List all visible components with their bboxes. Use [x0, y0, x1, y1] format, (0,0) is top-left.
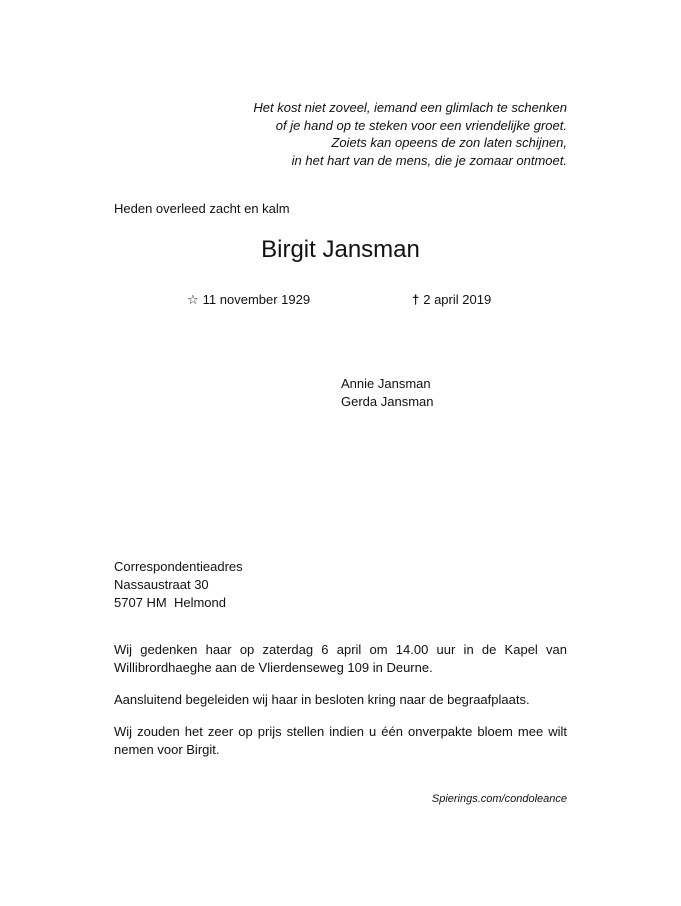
birth-date-text: 11 november 1929 [202, 292, 311, 307]
poem-line: Het kost niet zoveel, iemand een glimlach te schenken [253, 100, 567, 115]
address-city: 5707 HM Helmond [114, 595, 226, 610]
death-date [412, 292, 491, 307]
flower-paragraph: Wij zouden het zeer op prijs stellen indien u één onverpakte bloem mee wilt nemen voor Birgit. [114, 724, 567, 757]
family-list [341, 375, 434, 411]
death-date-text: 2 april 2019 [423, 292, 492, 307]
poem-line: of je hand op te steken voor een vriendelijke groet. [275, 117, 567, 133]
family-member: Annie Jansman [341, 376, 431, 391]
burial-paragraph: Aansluitend begeleiden wij haar in besloten kring naar de begraafplaats. [114, 692, 530, 707]
intro-text: Heden overleed zacht en kalm [114, 201, 290, 216]
poem-line: Zoiets kan opeens de zon laten schijnen, [331, 135, 567, 150]
poem-line: in het hart van de mens, die je zomaar ontmoet. [291, 152, 567, 168]
ceremony-paragraph: Wij gedenken haar op zaterdag 6 april om 14.00 uur in de Kapel van Willibrordhaeghe aan de Vlierdenseweg 109 in Deurne. [114, 642, 567, 675]
address-label: Correspondentieadres [114, 559, 243, 574]
family-member: Gerda Jansman [341, 394, 434, 409]
address-street: Nassaustraat 30 [114, 577, 209, 592]
notice-body [114, 641, 567, 773]
star-icon: ☆ [187, 292, 199, 307]
birth-date [187, 292, 310, 308]
cross-icon: † [412, 292, 420, 307]
correspondence-address [114, 558, 243, 612]
deceased-name: Birgit Jansman [261, 236, 420, 263]
condolence-website: Spierings.com/condoleance [431, 793, 567, 805]
poem [200, 99, 567, 169]
